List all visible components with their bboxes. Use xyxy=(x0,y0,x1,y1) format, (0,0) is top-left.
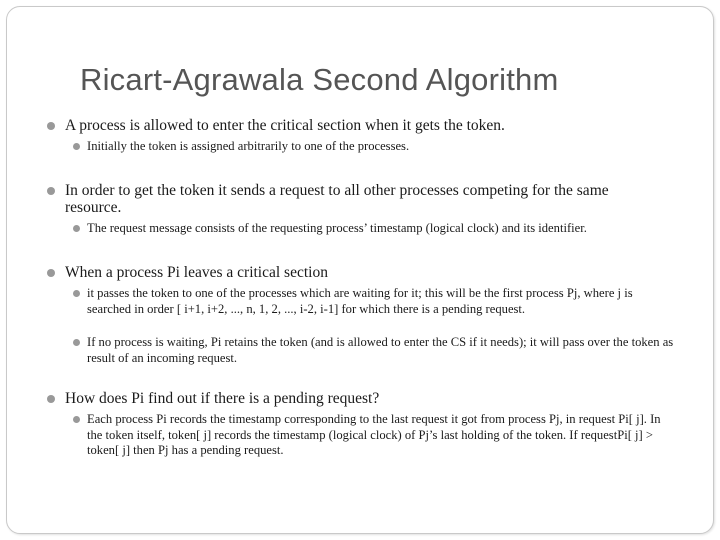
bullet-dot-icon xyxy=(47,187,55,195)
bullet-4 xyxy=(65,390,665,407)
bullet-3-sub-2 xyxy=(87,335,677,366)
bullet-dot-icon xyxy=(47,269,55,277)
bullet-4-sub-1 xyxy=(87,412,677,459)
bullet-1-text: A process is allowed to enter the critical section when it gets the token. xyxy=(65,117,505,134)
bullet-4-sub-1-text: Each process Pi records the timestamp corresponding to the last request it got from process Pj, in request Pi[ j]. In the token itself, token[ j] records the timestamp (logical clock) of Pj’s last holding of the token. If requestPi[ j] > token[ j] then Pj has a pending request. xyxy=(87,412,661,458)
bullet-2-sub-1-text: The request message consists of the requesting process’ timestamp (logical clock) and its identifier. xyxy=(87,221,587,235)
bullet-3-sub-1-text: it passes the token to one of the processes which are waiting for it; this will be the first process Pj, where j is searched in order [ i+1, i+2, ..., n, 1, 2, ..., i-2, i-1] for which there is a pending request. xyxy=(87,286,633,316)
bullet-2 xyxy=(65,182,655,216)
bullet-1-sub-1 xyxy=(87,139,677,155)
bullet-1-sub-1-text: Initially the token is assigned arbitrarily to one of the processes. xyxy=(87,139,410,153)
sub-bullet-dot-icon xyxy=(73,143,80,150)
sub-bullet-dot-icon xyxy=(73,339,80,346)
bullet-3-sub-1 xyxy=(87,286,677,317)
bullet-3-sub-2-text: If no process is waiting, Pi retains the token (and is allowed to enter the CS if it needs); it will pass over the token as result of an incoming request. xyxy=(87,335,674,365)
bullet-3-text: When a process Pi leaves a critical section xyxy=(65,264,328,281)
sub-bullet-dot-icon xyxy=(73,290,80,297)
bullet-4-text: How does Pi find out if there is a pending request? xyxy=(65,390,380,407)
sub-bullet-dot-icon xyxy=(73,416,80,423)
bullet-3 xyxy=(65,264,665,281)
bullet-dot-icon xyxy=(47,395,55,403)
sub-bullet-dot-icon xyxy=(73,225,80,232)
bullet-2-text: In order to get the token it sends a request to all other processes competing for the same resource. xyxy=(65,182,609,216)
slide-title: Ricart-Agrawala Second Algorithm xyxy=(80,62,559,97)
bullet-1 xyxy=(65,117,665,134)
bullet-dot-icon xyxy=(47,122,55,130)
bullet-2-sub-1 xyxy=(87,221,677,237)
